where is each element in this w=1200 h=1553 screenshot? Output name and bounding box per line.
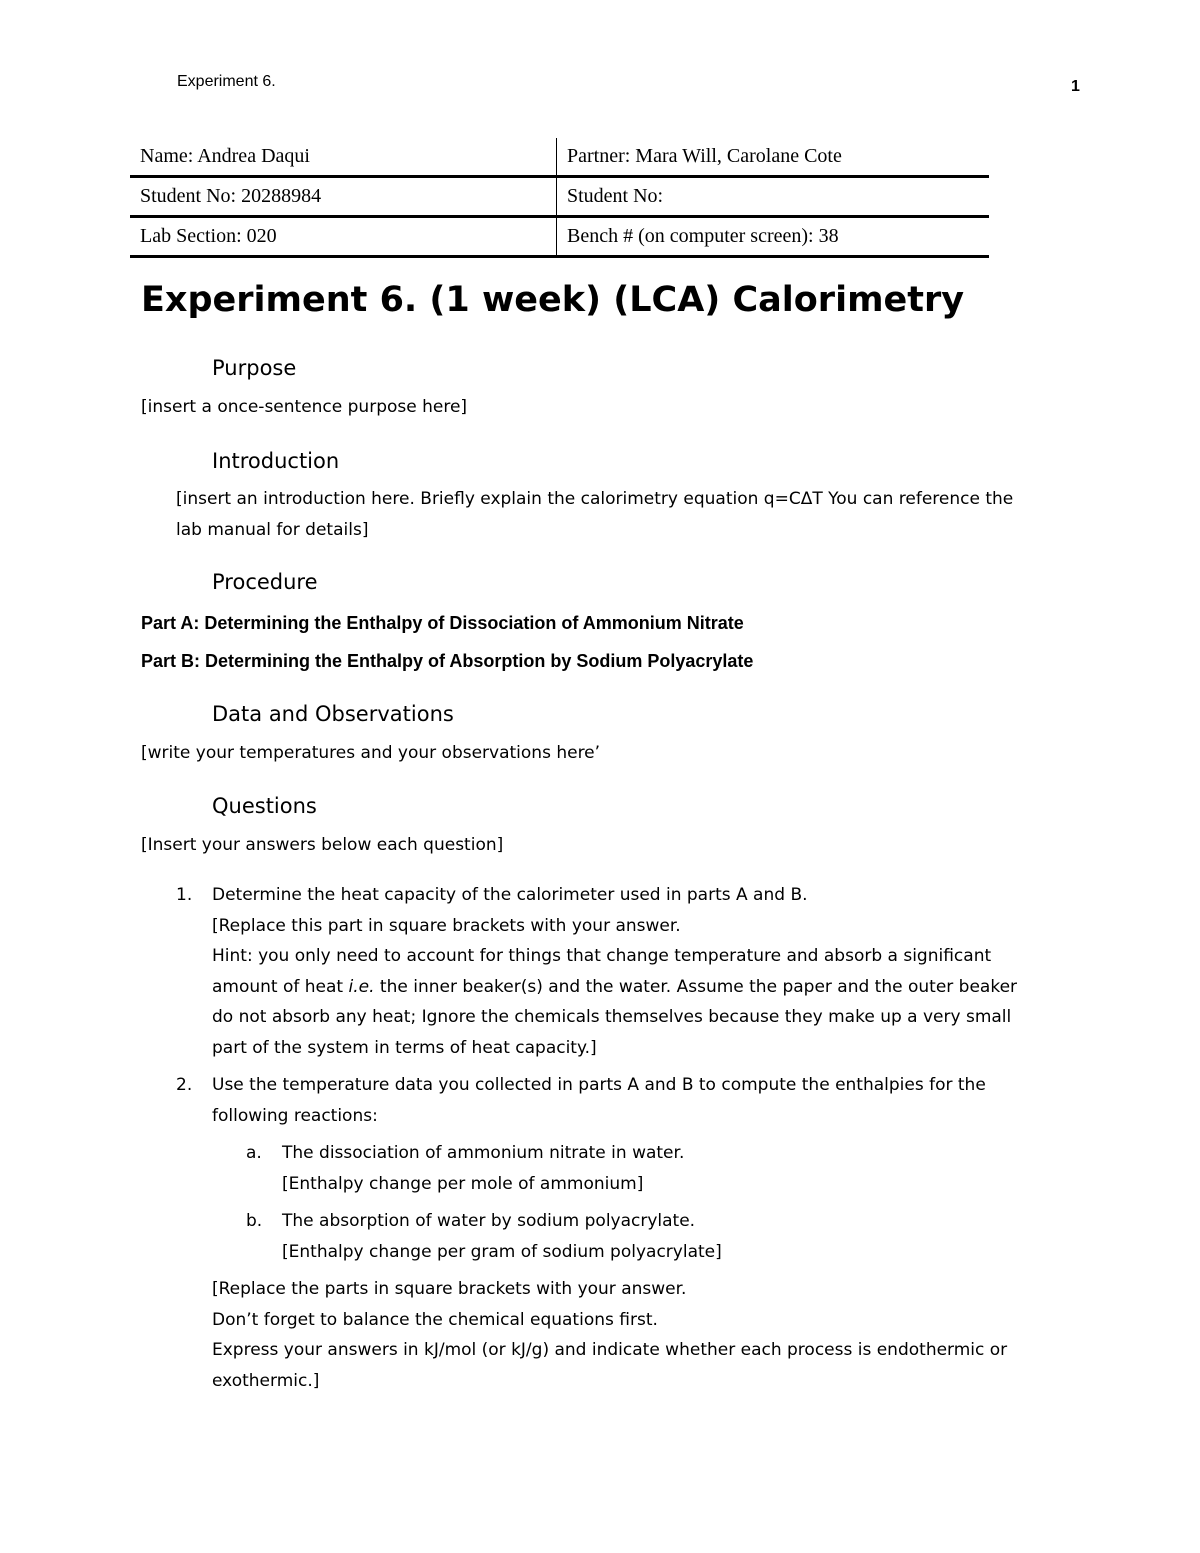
sub-item-line: The absorption of water by sodium polyacrylate.: [282, 1211, 696, 1231]
sub-item-label: a.: [246, 1143, 262, 1163]
questions-heading: Questions: [212, 794, 317, 818]
question-line: do not absorb any heat; Ignore the chemicals themselves because they make up a very small: [212, 1007, 1012, 1027]
question-2-text: [212, 1070, 1052, 1131]
partner-student-no-cell: Student No:: [557, 177, 990, 217]
sub-item-text: [282, 1138, 1042, 1199]
question-line: following reactions:: [212, 1105, 378, 1126]
sub-item-line: [Enthalpy change per gram of sodium polyacrylate]: [282, 1241, 722, 1262]
introduction-line: [insert an introduction here. Briefly explain the calorimetry equation q=CΔT You can reference the: [176, 489, 1014, 509]
student-no-cell: Student No: 20288984: [130, 177, 557, 217]
lab-section-cell: Lab Section: 020: [130, 217, 557, 257]
sub-item-line: The dissociation of ammonium nitrate in water.: [282, 1143, 685, 1163]
student-info-table: [130, 138, 989, 258]
question-line: [212, 972, 1052, 1003]
question-line: [Replace this part in square brackets with your answer.: [212, 915, 681, 936]
table-row: [130, 177, 989, 217]
partner-cell: Partner: Mara Will, Carolane Cote: [557, 138, 990, 177]
question-line: Determine the heat capacity of the calorimeter used in parts A and B.: [212, 885, 808, 905]
page-number: 1: [1071, 78, 1080, 95]
introduction-text: [176, 484, 1013, 545]
notes-line: [Replace the parts in square brackets with your answer.: [212, 1279, 687, 1299]
question-line: Use the temperature data you collected in parts A and B to compute the enthalpies for the: [212, 1075, 986, 1095]
procedure-heading: Procedure: [212, 570, 318, 594]
procedure-part-b: Part B: Determining the Enthalpy of Absorption by Sodium Polyacrylate: [141, 651, 754, 671]
sub-item-label: b.: [246, 1211, 263, 1231]
table-row: [130, 138, 989, 177]
question-line: Hint: you only need to account for things that change temperature and absorb a significant: [212, 946, 992, 966]
purpose-text: [insert a once-sentence purpose here]: [141, 397, 468, 417]
introduction-heading: Introduction: [212, 449, 340, 473]
question-number: 1.: [176, 885, 193, 905]
question-1-text: [212, 880, 1052, 1063]
notes-line: Express your answers in kJ/mol (or kJ/g) and indicate whether each process is endothermic or: [212, 1340, 1008, 1360]
purpose-heading: Purpose: [212, 356, 297, 380]
sub-item-text: [282, 1206, 1042, 1267]
page-title: Experiment 6. (1 week) (LCA) Calorimetry: [141, 280, 965, 320]
procedure-part-a: Part A: Determining the Enthalpy of Dissociation of Ammonium Nitrate: [141, 613, 744, 633]
introduction-line: lab manual for details]: [176, 519, 369, 540]
notes-line: exothermic.]: [212, 1370, 320, 1391]
notes-line: Don’t forget to balance the chemical equations first.: [212, 1309, 658, 1330]
questions-intro: [Insert your answers below each question]: [141, 835, 504, 855]
name-cell: Name: Andrea Daqui: [130, 138, 557, 177]
notes-text: [212, 1274, 1052, 1396]
data-observations-heading: Data and Observations: [212, 702, 454, 726]
sub-item-line: [Enthalpy change per mole of ammonium]: [282, 1173, 644, 1194]
data-observations-text: [write your temperatures and your observations here’: [141, 743, 601, 763]
bench-cell: Bench # (on computer screen): 38: [557, 217, 990, 257]
running-header: Experiment 6.: [177, 73, 276, 90]
italic-run: i.e.: [348, 976, 375, 997]
question-number: 2.: [176, 1075, 193, 1095]
text-run: amount of heat: [212, 976, 349, 997]
question-line: part of the system in terms of heat capacity.]: [212, 1037, 597, 1058]
text-run: the inner beaker(s) and the water. Assume the paper and the outer beaker: [374, 976, 1018, 997]
table-row: [130, 217, 989, 257]
